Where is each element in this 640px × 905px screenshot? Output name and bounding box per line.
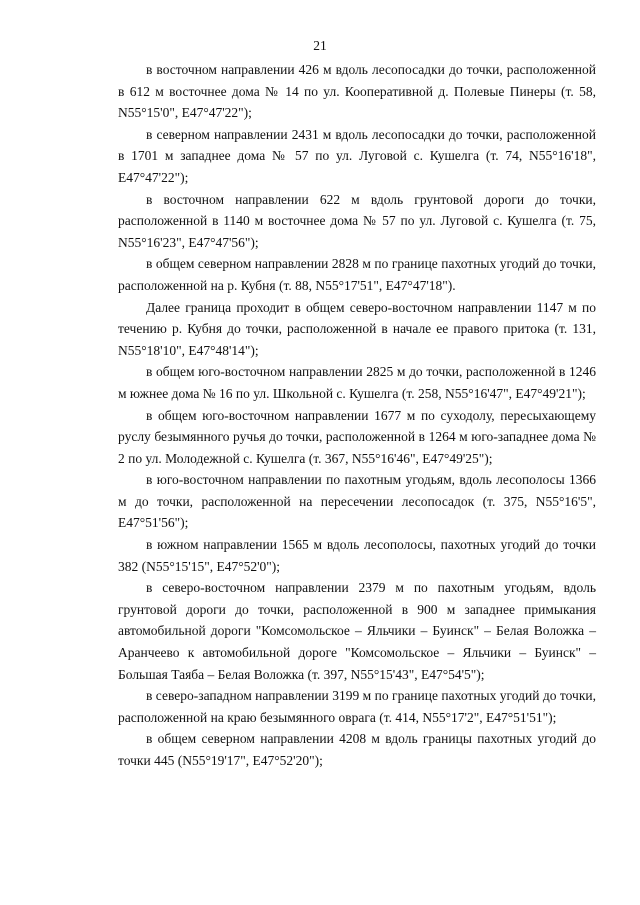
paragraph: Далее граница проходит в общем северо-восточном направлении 1147 м по течению р. Кубня до точки, расположенной в начале ее правого притока (т. 131, N55°18'10", E47°48'14"); bbox=[118, 299, 596, 358]
paragraph: в общем северном направлении 4208 м вдоль границы пахотных угодий до точки 445 (N55°19'17", E47°52'20"); bbox=[118, 731, 596, 768]
paragraph: в северо-восточном направлении 2379 м по пахотным угодьям, вдоль грунтовой дороги до точки, расположенной в 900 м западнее примыкания автомобильной дороги "Комсомольское – Яльчики – Буинск" – Белая Воложка – Аранчеево к автомобильной дороге "Комсомольское – Яльчики – Буинск" – Большая Таяба – Белая Воложка (т. 397, N55°15'43", E47°54'5"); bbox=[118, 580, 596, 682]
paragraph: в общем юго-восточном направлении 1677 м по суходолу, пересыхающему руслу безымянного ручья до точки, расположенной в 1264 м юго-западнее дома № 2 по ул. Молодежной с. Кушелга (т. 367, N55°16'46", E47°49'25"); bbox=[118, 407, 596, 466]
paragraph: в северо-западном направлении 3199 м по границе пахотных угодий до точки, расположенной на краю безымянного оврага (т. 414, N55°17'2", E47°51'51"); bbox=[118, 688, 596, 725]
paragraph: в восточном направлении 622 м вдоль грунтовой дороги до точки, расположенной в 1140 м восточнее дома № 57 по ул. Луговой с. Кушелга (т. 75, N55°16'23", E47°47'56"); bbox=[118, 191, 596, 250]
boundary-description-text bbox=[118, 59, 596, 772]
paragraph: в восточном направлении 426 м вдоль лесопосадки до точки, расположенной в 612 м восточнее дома № 14 по ул. Кооперативной д. Полевые Пинеры (т. 58, N55°15'0", E47°47'22"); bbox=[118, 62, 596, 121]
paragraph: в северном направлении 2431 м вдоль лесопосадки до точки, расположенной в 1701 м западнее дома № 57 по ул. Луговой с. Кушелга (т. 74, N55°16'18", E47°47'22"); bbox=[118, 126, 596, 185]
paragraph: в юго-восточном направлении по пахотным угодьям, вдоль лесополосы 1366 м до точки, расположенной на пересечении лесопосадок (т. 375, N55°16'5", E47°51'56"); bbox=[118, 472, 596, 531]
paragraph: в общем северном направлении 2828 м по границе пахотных угодий до точки, расположенной на р. Кубня (т. 88, N55°17'51", E47°47'18"). bbox=[118, 256, 596, 293]
page-number: 21 bbox=[313, 38, 327, 53]
paragraph: в общем юго-восточном направлении 2825 м до точки, расположенной в 1246 м южнее дома № 16 по ул. Школьной с. Кушелга (т. 258, N55°16'47", E47°49'21"); bbox=[118, 364, 596, 401]
paragraph: в южном направлении 1565 м вдоль лесополосы, пахотных угодий до точки 382 (N55°15'15", E47°52'0"); bbox=[118, 537, 596, 574]
